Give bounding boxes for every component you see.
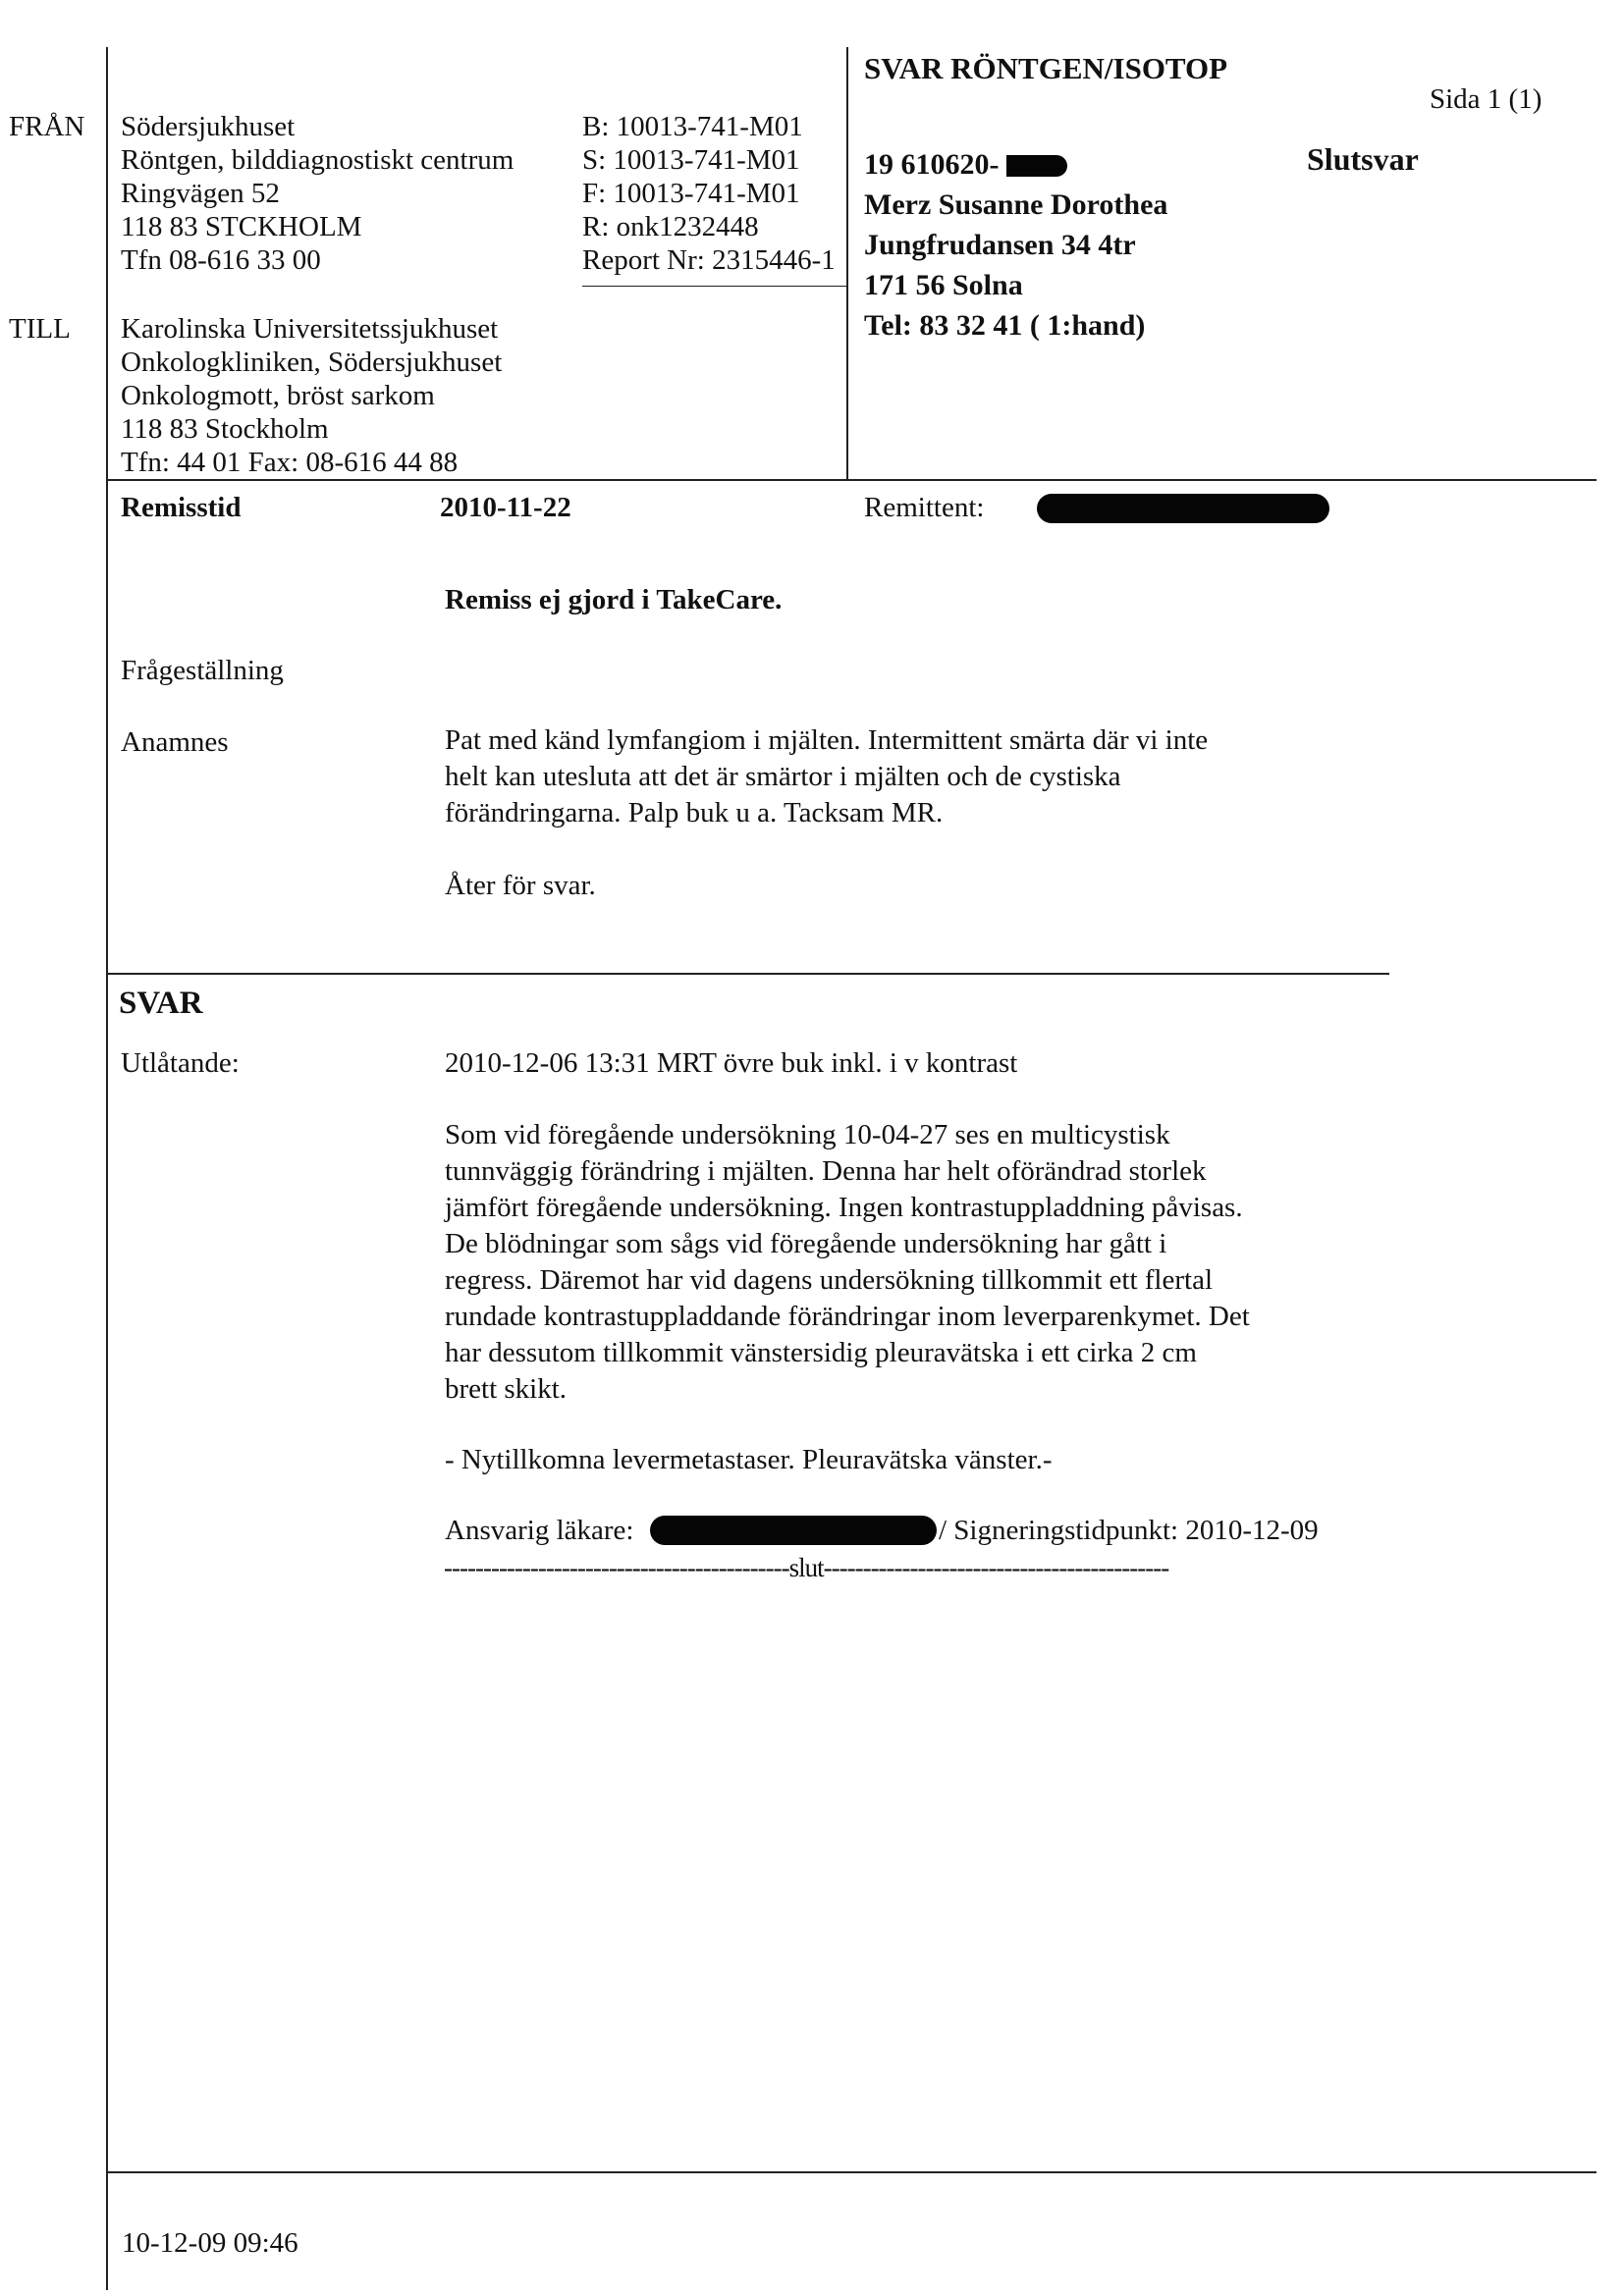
patient-name: Merz Susanne Dorothea [864,188,1168,221]
sender-line: Röntgen, bilddiagnostiskt centrum [121,144,514,176]
from-label: FRÅN [9,111,85,142]
remisstid-date: 2010-11-22 [440,492,571,523]
patient-address: Jungfrudansen 34 4tr [864,229,1136,261]
code-line: Report Nr: 2315446-1 [582,244,836,276]
anamnes-label: Anamnes [121,726,229,758]
findings-line: tunnväggig förändring i mjälten. Denna har helt oförändrad storlek [445,1155,1207,1187]
doctor-label: Ansvarig läkare: [445,1515,634,1546]
patient-id: 19 610620- [864,148,1000,181]
report-status: Slutsvar [1307,141,1419,177]
document-title: SVAR RÖNTGEN/ISOTOP [864,51,1228,85]
sender-line: Ringvägen 52 [121,178,280,209]
findings-line: De blödningar som sågs vid föregående undersökning har gått i [445,1228,1167,1259]
sender-line: 118 83 STCKHOLM [121,211,362,242]
anamnes-line: Pat med känd lymfangiom i mjälten. Intermittent smärta där vi inte [445,724,1209,756]
sender-address [121,110,514,277]
code-line: F: 10013-741-M01 [582,178,800,209]
left-margin-line [106,47,108,2290]
utlatande-label: Utlåtande: [121,1047,240,1079]
return-note: Åter för svar. [445,870,596,901]
recipient-line: Karolinska Universitetssjukhuset [121,313,499,345]
redacted-doctor-name [650,1516,937,1545]
anamnes-text [445,722,1208,831]
findings-text [445,1117,1250,1408]
end-marker: --------------------------------------------slut-------------------------------------------- [444,1553,1169,1582]
recipient-line: Tfn: 44 01 Fax: 08-616 44 88 [121,447,459,478]
findings-line: regress. Däremot har vid dagens undersökning tillkommit ett flertal [445,1264,1213,1296]
header-bottom-line [106,479,1597,481]
code-line: R: onk1232448 [582,211,759,242]
patient-phone: Tel: 83 32 41 ( 1:hand) [864,309,1146,342]
fragestallning-label: Frågeställning [121,655,284,686]
code-line: B: 10013-741-M01 [582,111,803,142]
reference-codes [582,110,836,277]
footer-top-line [106,2171,1597,2173]
header-divider-line [846,47,848,479]
code-line: S: 10013-741-M01 [582,144,800,176]
findings-line: jämfört föregående undersökning. Ingen kontrastuppladdning påvisas. [445,1192,1243,1223]
print-timestamp: 10-12-09 09:46 [122,2227,298,2259]
to-label: TILL [9,313,71,345]
remisstid-label: Remisstid [121,492,242,523]
anamnes-line: förändringarna. Palp buk u a. Tacksam MR. [445,797,944,828]
patient-block [864,144,1167,346]
sender-line: Södersjukhuset [121,111,296,142]
patient-city: 171 56 Solna [864,269,1023,301]
referral-note: Remiss ej gjord i TakeCare. [445,584,783,615]
findings-line: rundade kontrastuppladdande förändringar inom leverparenkymet. Det [445,1301,1250,1332]
recipient-line: Onkologkliniken, Södersjukhuset [121,347,503,378]
signing-time: / Signeringstidpunkt: 2010-12-09 [939,1515,1319,1546]
page-number: Sida 1 (1) [1430,83,1543,115]
answer-heading: SVAR [119,986,203,1021]
findings-line: Som vid föregående undersökning 10-04-27 ses en multicystisk [445,1119,1170,1150]
recipient-line: 118 83 Stockholm [121,413,329,445]
exam-description: 2010-12-06 13:31 MRT övre buk inkl. i v kontrast [445,1047,1018,1079]
header-sender-divider [582,286,847,287]
recipient-line: Onkologmott, bröst sarkom [121,380,435,411]
sender-line: Tfn 08-616 33 00 [121,244,321,276]
findings-line: har dessutom tillkommit vänstersidig pleuravätska i ett cirka 2 cm [445,1337,1197,1368]
findings-line: brett skikt. [445,1373,568,1405]
remittent-label: Remittent: [864,492,985,523]
anamnes-line: helt kan utesluta att det är smärtor i mjälten och de cystiska [445,761,1121,792]
conclusion: - Nytillkomna levermetastaser. Pleuravätska vänster.- [445,1444,1053,1475]
redacted-id-suffix [1006,155,1067,177]
recipient-address [121,312,502,479]
redacted-remittent [1037,494,1329,523]
answer-top-line [106,973,1389,975]
